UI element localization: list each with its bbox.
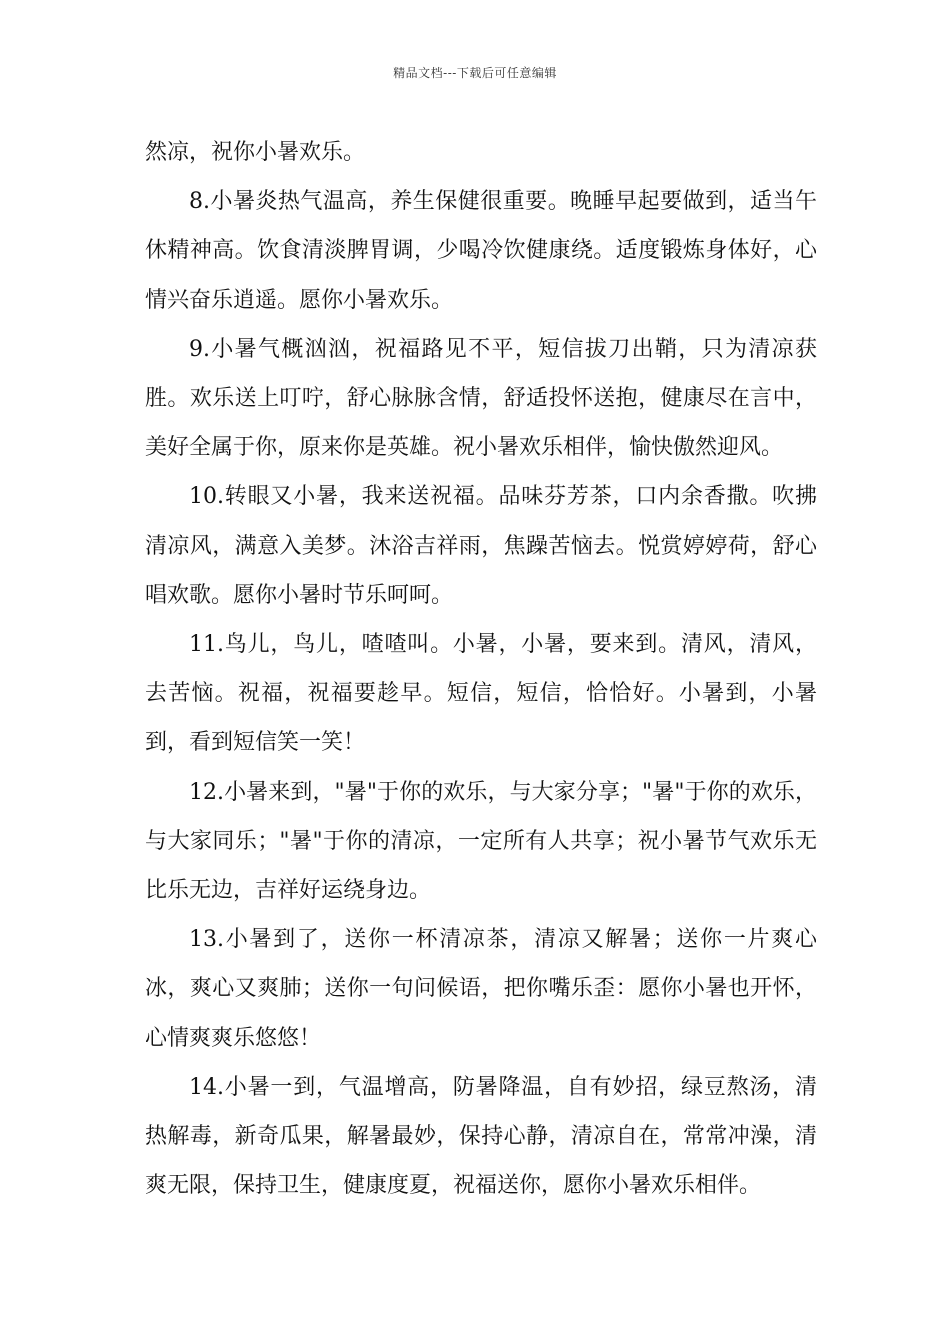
paragraph-item-12: 12.小暑来到，"暑"于你的欢乐，与大家分享；"暑"于你的欢乐，与大家同乐；"暑"于你的清凉，一定所有人共享；祝小暑节气欢乐无比乐无边，吉祥好运绕身边。 [145, 779, 817, 904]
paragraph-continuation: 然凉，祝你小暑欢乐。 [145, 140, 366, 165]
paragraph-item-11: 11.鸟儿，鸟儿，喳喳叫。小暑，小暑，要来到。清风，清风，去苦恼。祝福，祝福要趁早。短信，短信，恰恰好。小暑到，小暑到，看到短信笑一笑！ [145, 632, 817, 756]
page-header: 精品文档---下载后可任意编辑 [393, 66, 557, 80]
paragraph-item-10: 10.转眼又小暑，我来送祝福。品味芬芳茶，口内余香撒。吹拂清凉风，满意入美梦。沐浴吉祥雨，焦躁苦恼去。悦赏婷婷荷，舒心唱欢歌。愿你小暑时节乐呵呵。 [145, 484, 817, 608]
paragraph-item-13: 13.小暑到了，送你一杯清凉茶，清凉又解暑；送你一片爽心冰，爽心又爽肺；送你一句问候语，把你嘴乐歪：愿你小暑也开怀，心情爽爽乐悠悠！ [145, 927, 817, 1051]
paragraph-item-14: 14.小暑一到，气温增高，防暑降温，自有妙招，绿豆熬汤，清热解毒，新奇瓜果，解暑最妙，保持心静，清凉自在，常常冲澡，清爽无限，保持卫生，健康度夏，祝福送你，愿你小暑欢乐相伴。 [145, 1074, 817, 1199]
document-body [145, 128, 817, 1210]
paragraph-item-9: 9.小暑气概汹汹，祝福路见不平，短信拔刀出鞘，只为清凉获胜。欢乐送上叮咛，舒心脉脉含情，舒适投怀送抱，健康尽在言中，美好全属于你，原来你是英雄。祝小暑欢乐相伴，愉快傲然迎风。 [145, 336, 817, 461]
paragraph-item-8: 8.小暑炎热气温高，养生保健很重要。晚睡早起要做到，适当午休精神高。饮食清淡脾胃调，少喝冷饮健康绕。适度锻炼身体好，心情兴奋乐逍遥。愿你小暑欢乐。 [145, 189, 817, 313]
